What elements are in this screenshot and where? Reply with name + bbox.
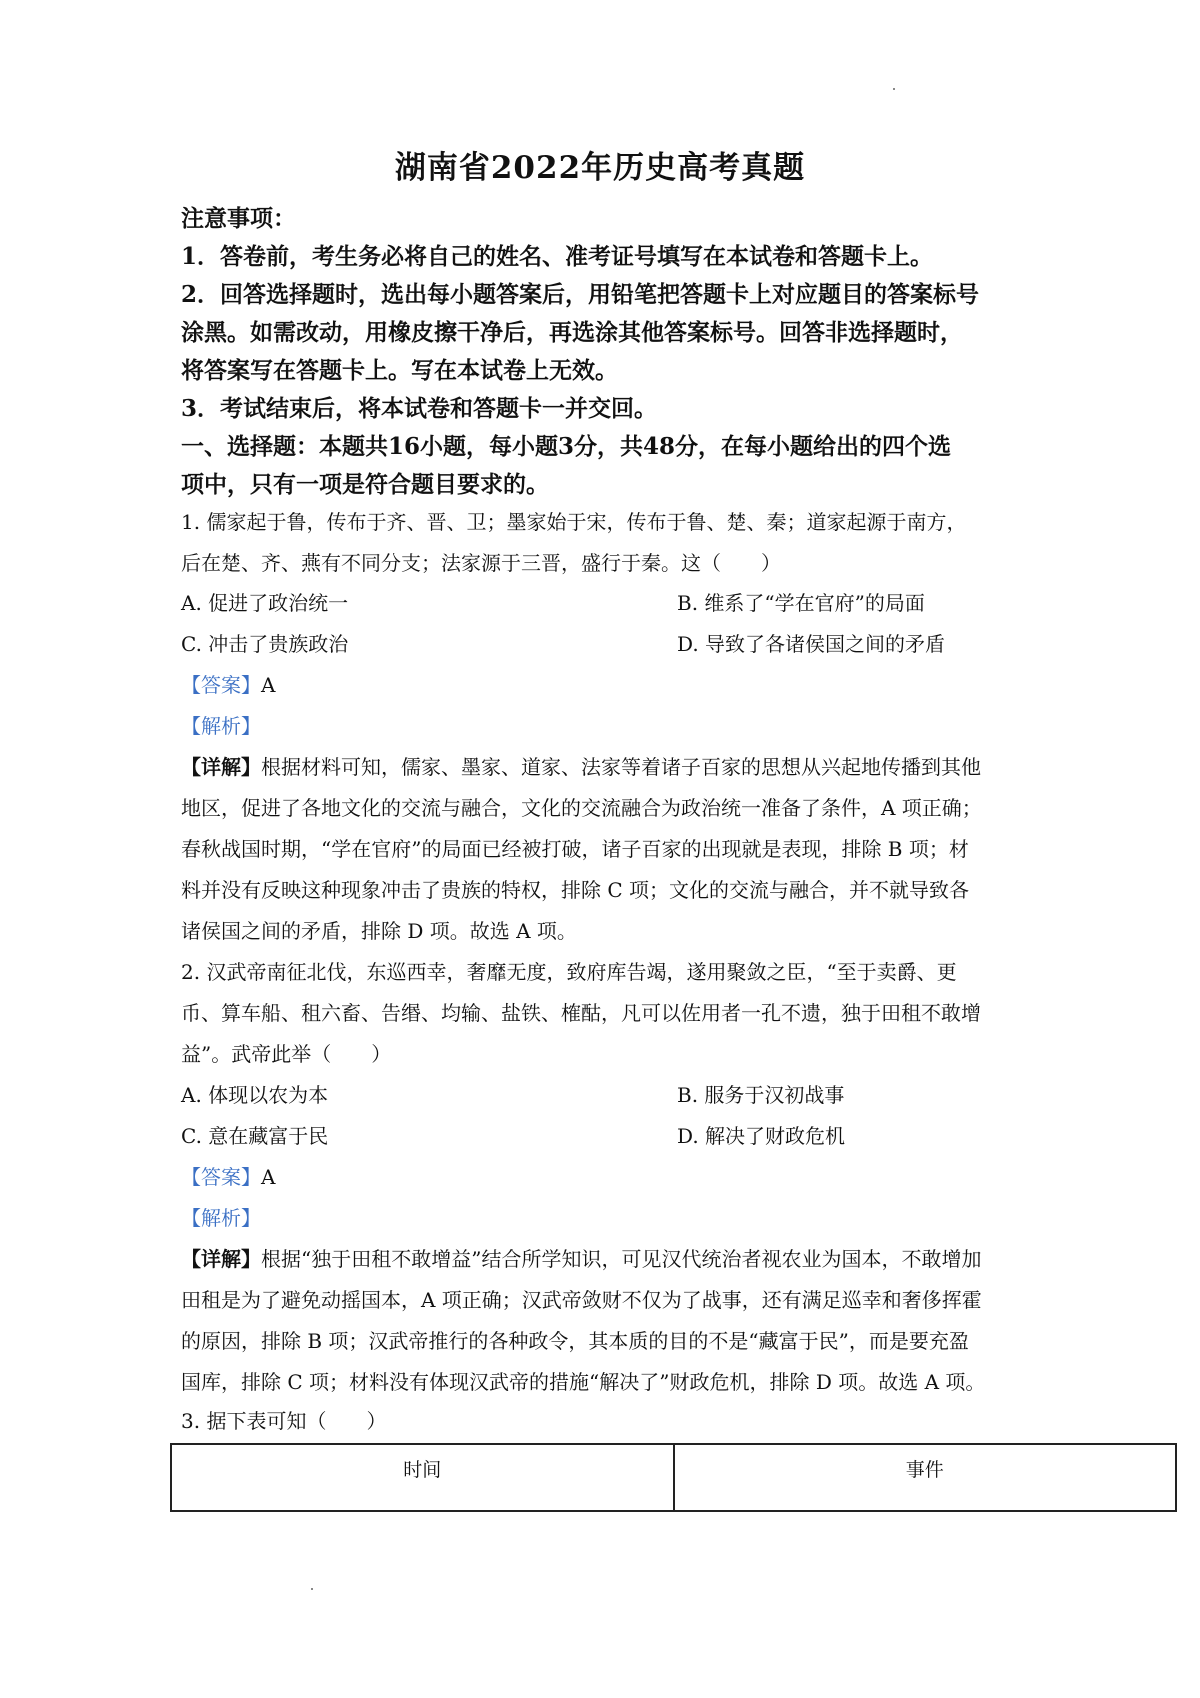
q3-table-header-row [171,1444,1176,1511]
q1-option-b: B. 维系了“学在官府”的局面 [677,591,925,615]
q1-answer-row [181,669,275,698]
section-heading-line-2: 项中，只有一项是符合题目要求的。 [181,471,549,498]
q2-stem-line-1: 2. 汉武帝南征北伐，东巡西幸，奢靡无度，致府库告竭，遂用聚敛之臣，“至于卖爵、更 [181,960,957,984]
q1-stem-line-2: 后在楚、齐、燕有不同分支；法家源于三晋，盛行于秦。这（ ） [181,551,781,575]
q1-detail-tag: 【详解】 [181,755,261,779]
notice-line-4: 将答案写在答题卡上。写在本试卷上无效。 [181,357,618,384]
q2-detail-line-3: 的原因，排除 B 项；汉武帝推行的各种政令，其本质的目的不是“藏富于民”，而是要充盈 [181,1329,969,1353]
q1-detail-line-1 [181,751,981,780]
scan-speck [893,88,895,90]
q1-answer-value: A [261,673,276,697]
notice-line-3: 涂黑。如需改动，用橡皮擦干净后，再选涂其他答案标号。回答非选择题时， [181,319,963,346]
q1-option-c: C. 冲击了贵族政治 [181,632,349,656]
q2-answer-row [181,1161,275,1190]
page-title: 湖南省2022年历史高考真题 [394,150,806,186]
q1-detail-line-2: 地区，促进了各地文化的交流与融合，文化的交流融合为政治统一准备了条件，A 项正确； [181,796,982,820]
q2-detail-line-2: 田租是为了避免动摇国本，A 项正确；汉武帝敛财不仅为了战事，还有满足巡幸和奢侈挥霍 [181,1288,982,1312]
notice-line-1: 1．答卷前，考生务必将自己的姓名、准考证号填写在本试卷和答题卡上。 [181,243,934,270]
q2-detail-tag: 【详解】 [181,1247,261,1271]
q2-detail-line-1 [181,1243,981,1272]
q2-detail-line-4: 国库，排除 C 项；材料没有体现汉武帝的措施“解决了”财政危机，排除 D 项。故选 A 项。 [181,1370,986,1394]
q2-analysis-tag: 【解析】 [181,1206,261,1230]
section-heading-line-1: 一、选择题：本题共16小题，每小题3分，共48分，在每小题给出的四个选 [181,433,952,460]
scan-speck [311,1588,313,1590]
q2-answer-tag: 【答案】 [181,1165,261,1189]
q3-header-event: 事件 [674,1444,1177,1511]
q2-detail-text-1: 根据“独于田租不敢增益”结合所学知识，可见汉代统治者视农业为国本，不敢增加 [261,1247,982,1271]
q2-option-c: C. 意在藏富于民 [181,1124,329,1148]
q3-stem: 3. 据下表可知（ ） [181,1409,387,1433]
q2-answer-value: A [261,1165,276,1189]
q1-analysis-tag: 【解析】 [181,714,261,738]
q3-table [170,1443,1177,1512]
notice-heading: 注意事项： [181,205,296,232]
q1-detail-line-3: 春秋战国时期，“学在官府”的局面已经被打破，诸子百家的出现就是表现，排除 B 项；材 [181,837,969,861]
notice-line-5: 3．考试结束后，将本试卷和答题卡一并交回。 [181,395,658,422]
q1-answer-tag: 【答案】 [181,673,261,697]
q1-analysis-row [181,710,261,739]
q2-stem-line-2: 币、算车船、租六畜、告缗、均输、盐铁、榷酤，凡可以佐用者一孔不遗，独于田租不敢增 [181,1001,981,1025]
q3-header-time: 时间 [171,1444,674,1511]
q1-option-a: A. 促进了政治统一 [181,591,349,615]
notice-line-2: 2．回答选择题时，选出每小题答案后，用铅笔把答题卡上对应题目的答案标号 [181,281,980,308]
q2-analysis-row [181,1202,261,1231]
q2-option-b: B. 服务于汉初战事 [677,1083,845,1107]
q1-detail-line-4: 料并没有反映这种现象冲击了贵族的特权，排除 C 项；文化的交流与融合，并不就导致各 [181,878,970,902]
q1-detail-text-1: 根据材料可知，儒家、墨家、道家、法家等着诸子百家的思想从兴起地传播到其他 [261,755,981,779]
q2-stem-line-3: 益”。武帝此举（ ） [181,1042,392,1066]
q1-option-d: D. 导致了各诸侯国之间的矛盾 [677,632,946,656]
q1-detail-line-5: 诸侯国之间的矛盾，排除 D 项。故选 A 项。 [181,919,577,943]
q2-option-d: D. 解决了财政危机 [677,1124,846,1148]
q2-option-a: A. 体现以农为本 [181,1083,329,1107]
q1-stem-line-1: 1. 儒家起于鲁，传布于齐、晋、卫；墨家始于宋，传布于鲁、楚、秦；道家起源于南方， [181,510,967,534]
